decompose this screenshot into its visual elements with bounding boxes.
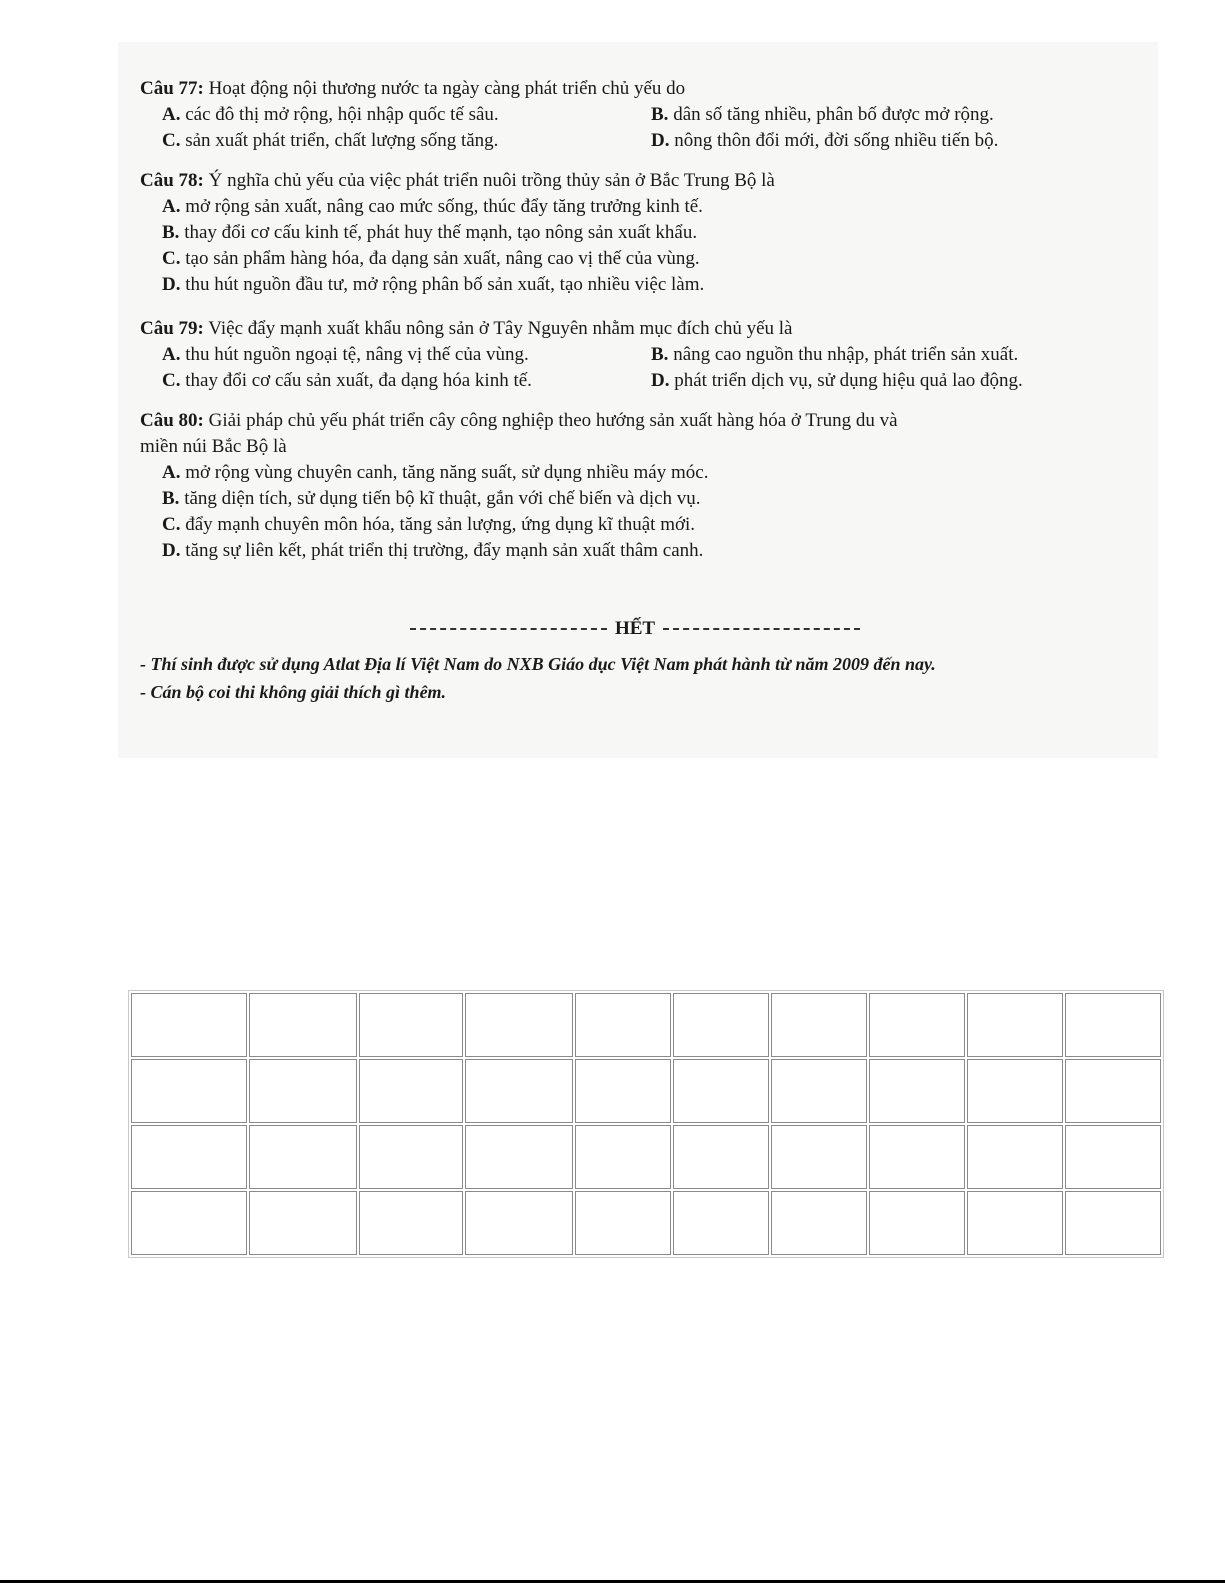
answer-cell — [131, 1191, 247, 1255]
answer-grid-row — [131, 1191, 1161, 1255]
question-77-stem — [140, 76, 1140, 102]
answer-cell — [967, 1125, 1063, 1189]
answer-cell — [771, 1191, 867, 1255]
answer-grid-row — [131, 1125, 1161, 1189]
option-c: C. thay đổi cơ cấu sản xuất, đa dạng hóa kinh tế. — [162, 370, 532, 391]
answer-cell — [771, 993, 867, 1057]
answer-cell — [1065, 993, 1161, 1057]
answer-cell — [575, 1191, 671, 1255]
question-80-stem — [140, 408, 1140, 434]
answer-cell — [249, 1191, 357, 1255]
answer-cell — [465, 993, 573, 1057]
question-77 — [140, 76, 1140, 154]
dashed-divider — [410, 628, 607, 630]
question-77-number: Câu 77: — [140, 78, 204, 99]
answer-cell — [869, 1125, 965, 1189]
option-a: A. thu hút nguồn ngoại tệ, nâng vị thế của vùng. — [162, 344, 529, 365]
answer-cell — [673, 1125, 769, 1189]
answer-cell — [1065, 1125, 1161, 1189]
answer-cell — [465, 1191, 573, 1255]
answer-cell — [575, 1059, 671, 1123]
answer-cell — [359, 1191, 463, 1255]
end-marker — [410, 618, 860, 640]
answer-cell — [771, 1059, 867, 1123]
question-79-number: Câu 79: — [140, 318, 204, 339]
question-78-stem — [140, 168, 1140, 194]
answer-cell — [249, 993, 357, 1057]
answer-cell — [359, 993, 463, 1057]
answer-cell — [869, 1191, 965, 1255]
end-label: HẾT — [614, 618, 656, 639]
answer-grid-row — [131, 1059, 1161, 1123]
answer-cell — [131, 1059, 247, 1123]
answer-cell — [575, 1125, 671, 1189]
dashed-divider — [663, 628, 860, 630]
note-atlas: - Thí sinh được sử dụng Atlat Địa lí Việt Nam do NXB Giáo dục Việt Nam phát hành từ năm 2009 đến nay. — [140, 654, 936, 674]
page-bottom-rule — [0, 1580, 1225, 1583]
question-80 — [140, 408, 1140, 564]
question-78-number: Câu 78: — [140, 170, 204, 191]
question-79-stem — [140, 316, 1140, 342]
question-80-text-line2: miền núi Bắc Bộ là — [140, 436, 287, 457]
answer-cell — [359, 1125, 463, 1189]
option-a: A. mở rộng vùng chuyên canh, tăng năng suất, sử dụng nhiều máy móc. — [162, 462, 709, 483]
option-row — [140, 102, 1140, 128]
question-78 — [140, 168, 1140, 298]
question-80-text-line1: Giải pháp chủ yếu phát triển cây công nghiệp theo hướng sản xuất hàng hóa ở Trung du và — [203, 410, 898, 431]
question-80-number: Câu 80: — [140, 410, 204, 431]
answer-cell — [131, 1125, 247, 1189]
option-row — [140, 368, 1140, 394]
option-b: B. thay đổi cơ cấu kinh tế, phát huy thế mạnh, tạo nông sản xuất khẩu. — [162, 222, 698, 243]
answer-cell — [465, 1125, 573, 1189]
answer-cell — [869, 1059, 965, 1123]
option-a: A. các đô thị mở rộng, hội nhập quốc tế sâu. — [162, 104, 499, 125]
answer-cell — [1065, 1191, 1161, 1255]
option-row — [140, 128, 1140, 154]
answer-cell — [673, 993, 769, 1057]
answer-cell — [359, 1059, 463, 1123]
option-d: D. thu hút nguồn đầu tư, mở rộng phân bố sản xuất, tạo nhiều việc làm. — [162, 274, 705, 295]
answer-cell — [249, 1125, 357, 1189]
answer-cell — [967, 1059, 1063, 1123]
answer-cell — [249, 1059, 357, 1123]
option-d: D. phát triển dịch vụ, sử dụng hiệu quả lao động. — [651, 370, 1023, 391]
option-b: B. nâng cao nguồn thu nhập, phát triển sản xuất. — [651, 344, 1019, 365]
answer-cell — [673, 1191, 769, 1255]
answer-cell — [131, 993, 247, 1057]
answer-cell — [575, 993, 671, 1057]
answer-cell — [1065, 1059, 1161, 1123]
question-79 — [140, 316, 1140, 394]
answer-cell — [967, 993, 1063, 1057]
answer-grid — [128, 990, 1164, 1258]
answer-cell — [967, 1191, 1063, 1255]
question-79-text: Việc đẩy mạnh xuất khẩu nông sản ở Tây Nguyên nhằm mục đích chủ yếu là — [203, 318, 793, 339]
option-row — [140, 342, 1140, 368]
option-b: B. dân số tăng nhiều, phân bố được mở rộng. — [651, 104, 994, 125]
answer-grid-row — [131, 993, 1161, 1057]
option-b: B. tăng diện tích, sử dụng tiến bộ kĩ thuật, gắn với chế biến và dịch vụ. — [162, 488, 701, 509]
option-a: A. mở rộng sản xuất, nâng cao mức sống, thúc đẩy tăng trưởng kinh tế. — [162, 196, 703, 217]
option-c: C. sản xuất phát triển, chất lượng sống tăng. — [162, 130, 499, 151]
exam-notes — [140, 650, 936, 706]
question-77-text: Hoạt động nội thương nước ta ngày càng phát triển chủ yếu do — [203, 78, 686, 99]
answer-cell — [771, 1125, 867, 1189]
answer-cell — [465, 1059, 573, 1123]
note-proctor: - Cán bộ coi thi không giải thích gì thêm. — [140, 682, 447, 702]
answer-cell — [673, 1059, 769, 1123]
option-c: C. đẩy mạnh chuyên môn hóa, tăng sản lượng, ứng dụng kĩ thuật mới. — [162, 514, 696, 535]
answer-cell — [869, 993, 965, 1057]
option-d: D. tăng sự liên kết, phát triển thị trường, đẩy mạnh sản xuất thâm canh. — [162, 540, 704, 561]
option-c: C. tạo sản phẩm hàng hóa, đa dạng sản xuất, nâng cao vị thế của vùng. — [162, 248, 700, 269]
option-d: D. nông thôn đổi mới, đời sống nhiều tiến bộ. — [651, 130, 999, 151]
question-78-text: Ý nghĩa chủ yếu của việc phát triển nuôi trồng thủy sản ở Bắc Trung Bộ là — [203, 170, 775, 191]
answer-grid-body — [131, 993, 1161, 1255]
